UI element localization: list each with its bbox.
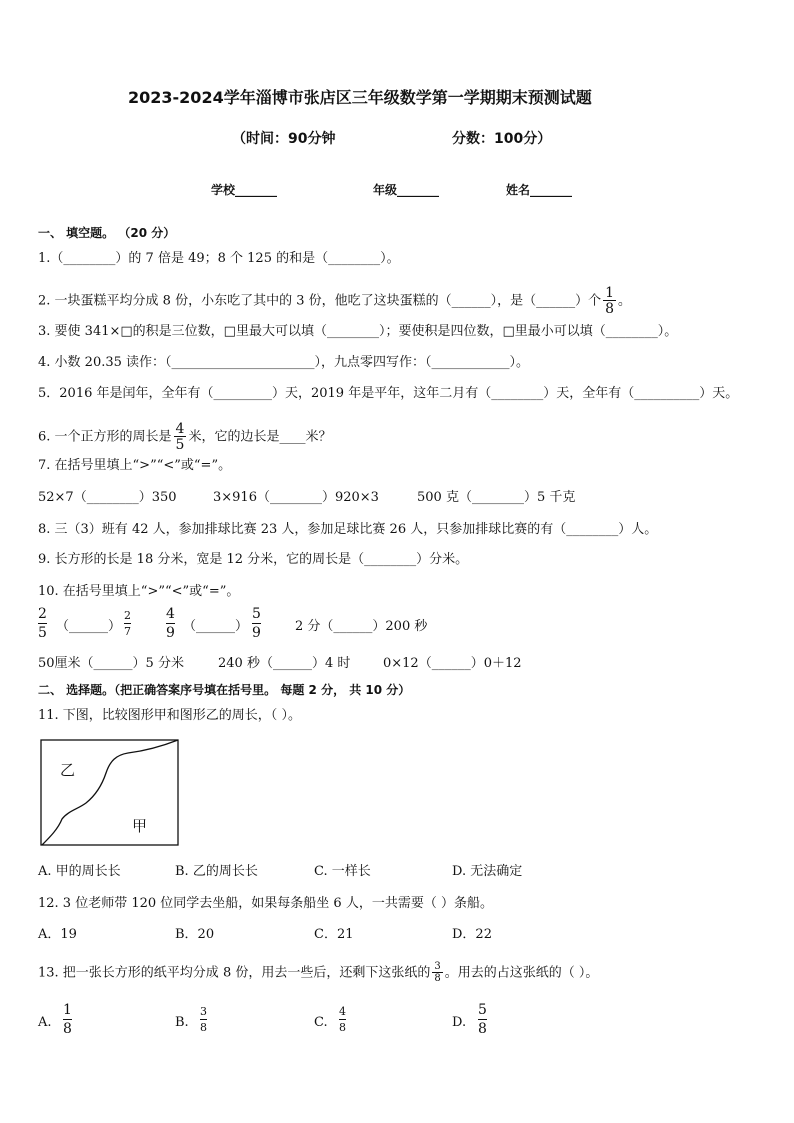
compare-item-zero: 0×12（______）0＋12	[383, 656, 522, 671]
compare-item-time: 2 分（______）200 秒	[295, 619, 428, 634]
q11-option-a: A. 甲的周长长	[38, 864, 121, 879]
compare-blank-2: （______）	[183, 619, 249, 634]
question-12: 12. 3 位老师带 120 位同学去坐船，如果每条船坐 6 人，一共需要（ ）条船。	[38, 896, 493, 911]
name-field: 姓名_______	[506, 183, 573, 197]
q12-option-d: D．22	[452, 927, 492, 942]
q11-option-c: C. 一样长	[314, 864, 371, 879]
question-9: 9. 长方形的长是 18 分米，宽是 12 分米，它的周长是（________）分米。	[38, 552, 469, 567]
q13-option-a-fraction: 1 8	[63, 1002, 72, 1037]
fraction-five-ninths: 5 9	[252, 606, 261, 641]
q13-option-c-label: C.	[314, 1015, 328, 1030]
question-11: 11. 下图，比较图形甲和图形乙的周长，（ ）。	[38, 708, 301, 723]
question-7-item-b: 3×916（________）920×3	[213, 490, 379, 505]
question-7-item-c: 500 克（________）5 千克	[417, 490, 576, 505]
shape-comparison-figure	[40, 739, 180, 847]
q13-option-c-fraction: 4 8	[339, 1005, 346, 1034]
question-10: 10. 在括号里填上“>”“<”或“=”。	[38, 584, 240, 599]
compare-blank-1: （______）	[56, 619, 122, 634]
question-2: 2. 一块蛋糕平均分成 8 份，小东吃了其中的 3 份，他吃了这块蛋糕的（______），是（______）个 $\frac{1}{8}$ 。	[38, 285, 632, 317]
label-yi: 乙	[60, 761, 76, 779]
fraction-two-fifths: 2 5	[38, 606, 47, 641]
rectangle-outline	[41, 740, 178, 845]
q13-option-d-fraction: 5 8	[478, 1002, 487, 1037]
question-7: 7. 在括号里填上“>”“<”或“=”。	[38, 458, 232, 473]
q13-option-b-label: B.	[175, 1015, 189, 1030]
exam-score: 分数：100分）	[452, 131, 552, 147]
question-4: 4. 小数 20.35 读作：（______________________），九点零四写作：（____________）。	[38, 355, 530, 370]
grade-field: 年级_______	[373, 183, 440, 197]
exam-time: （时间：90分钟	[232, 131, 336, 147]
question-5: 5．2016 年是闰年，全年有（_________）天，2019 年是平年，这年二月有（________）天，全年有（__________）天。	[38, 386, 739, 401]
question-13: 13. 把一张长方形的纸平均分成 8 份，用去一些后，还剩下这张纸的 $\frac{3}{8}$ 。用去的占这张纸的（ ）。	[38, 961, 599, 984]
school-field: 学校_______	[211, 183, 278, 197]
question-8: 8. 三（3）班有 42 人，参加排球比赛 23 人，参加足球比赛 26 人，只参加排球比赛的有（________）人。	[38, 522, 658, 537]
compare-item-seconds: 240 秒（______）4 时	[218, 656, 351, 671]
section-heading-choice: 二、 选择题。（把正确答案序号填在括号里。 每题 2 分， 共 10 分）	[38, 683, 411, 697]
question-7-item-a: 52×7（________）350	[38, 490, 177, 505]
compare-item-length: 50厘米（______）5 分米	[38, 656, 184, 671]
fraction-four-ninths: 4 9	[166, 606, 175, 641]
fraction-two-sevenths: 2 7	[124, 609, 131, 638]
fraction-four-fifths: $\frac{4}{5}$	[175, 421, 185, 453]
label-jia: 甲	[132, 817, 148, 835]
fraction-one-eighth: $\frac{1}{8}$	[605, 285, 615, 317]
section-heading-fill-in: 一、 填空题。 （20 分）	[38, 226, 176, 240]
q12-option-a: A．19	[38, 927, 77, 942]
q13-option-a-label: A.	[38, 1015, 52, 1030]
question-3: 3. 要使 341×□的积是三位数，□里最大可以填（________）；要使积是四位数，□里最小可以填（________）。	[38, 324, 678, 339]
q12-option-b: B．20	[175, 927, 215, 942]
q11-option-b: B. 乙的周长长	[175, 864, 258, 879]
curved-divider-line	[42, 740, 178, 845]
q11-option-d: D. 无法确定	[452, 864, 523, 879]
question-6: 6. 一个正方形的周长是 $\frac{4}{5}$ 米，它的边长是____米？	[38, 421, 332, 453]
q13-option-d-label: D.	[452, 1015, 467, 1030]
page-title: 2023-2024学年淄博市张店区三年级数学第一学期期末预测试题	[128, 88, 592, 107]
q12-option-c: C．21	[314, 927, 354, 942]
fraction-three-eighths: $\frac{3}{8}$	[434, 961, 441, 984]
q13-option-b-fraction: 3 8	[200, 1005, 207, 1034]
question-1: 1.（________）的 7 倍是 49；8 个 125 的和是（________）。	[38, 251, 400, 266]
